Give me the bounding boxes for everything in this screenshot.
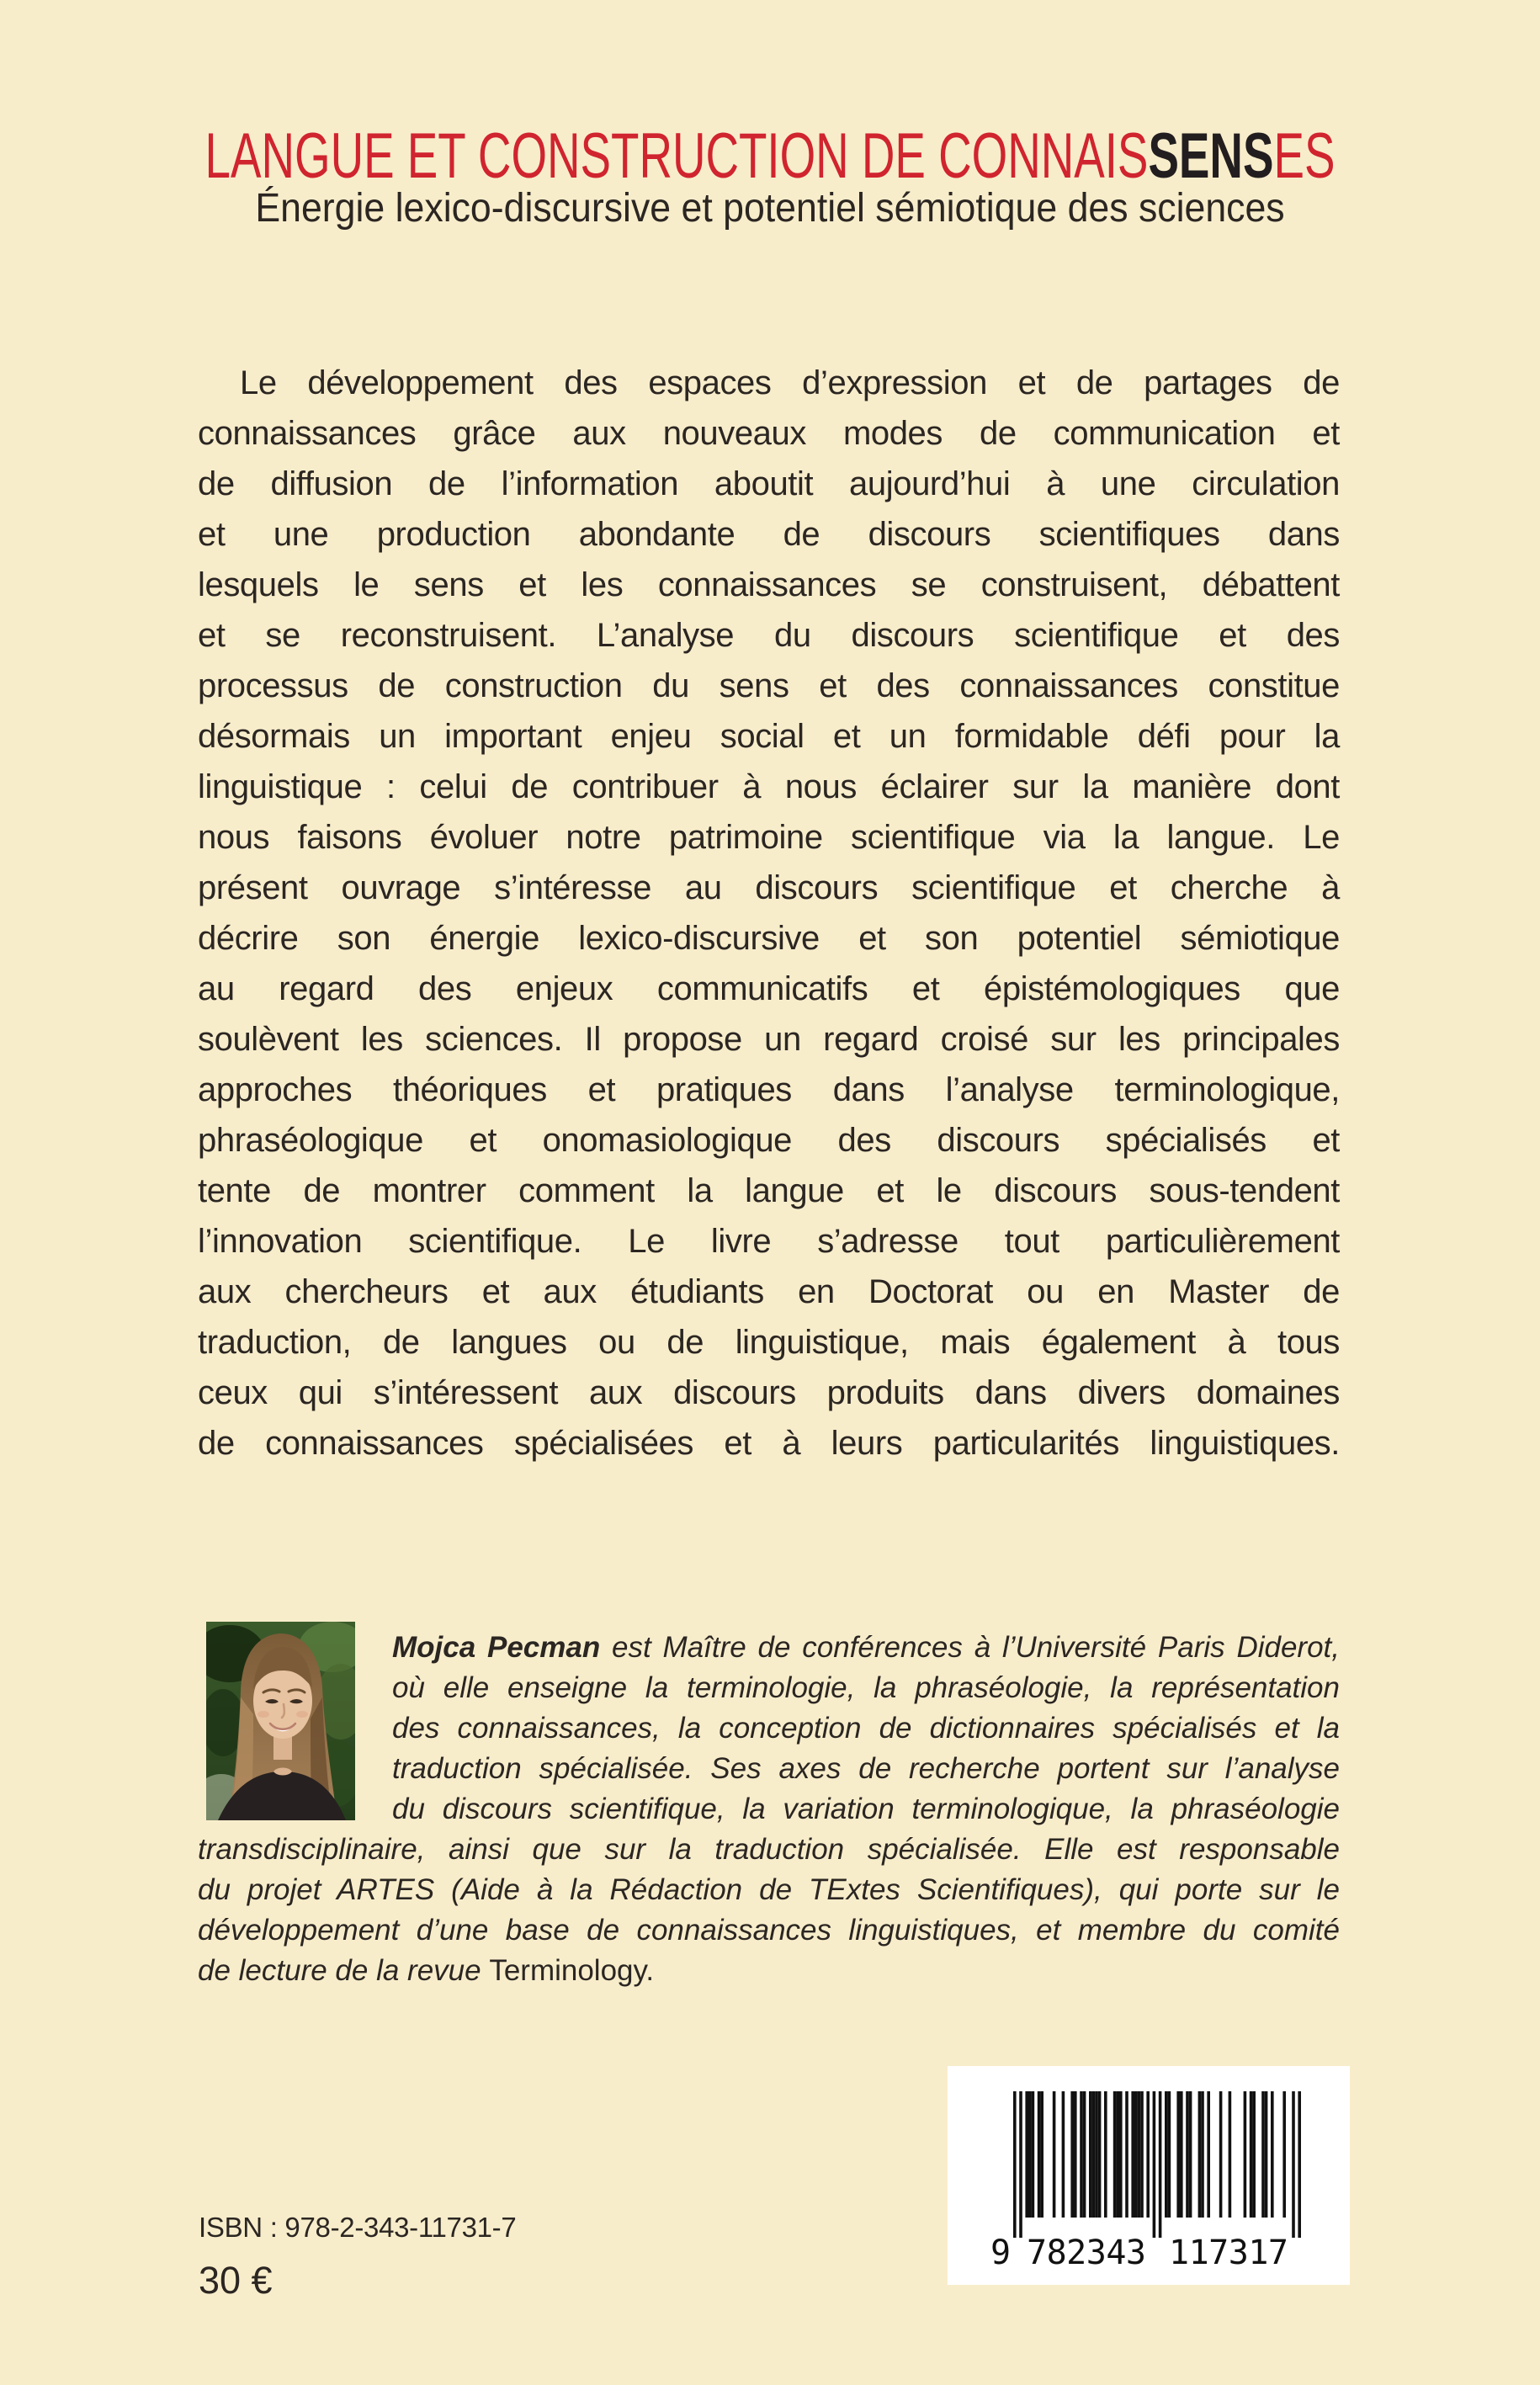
svg-text:782343: 782343 bbox=[1027, 2234, 1146, 2268]
barcode bbox=[948, 2066, 1350, 2285]
synopsis-line: connaissances grâce aux nouveaux modes de communication et bbox=[198, 415, 1340, 452]
synopsis-line: traduction, de langues ou de linguistique, mais également à tous bbox=[198, 1324, 1340, 1361]
synopsis-line: aux chercheurs et aux étudiants en Doctorat ou en Master de bbox=[198, 1273, 1340, 1310]
synopsis-line: décrire son énergie lexico-discursive et son potentiel sémiotique bbox=[198, 920, 1340, 957]
synopsis bbox=[198, 358, 1340, 1469]
svg-text:9: 9 bbox=[990, 2234, 1012, 2268]
synopsis-line: tente de montrer comment la langue et le discours sous-tendent bbox=[198, 1172, 1340, 1209]
synopsis-line: au regard des enjeux communicatifs et épistémologiques que bbox=[198, 970, 1340, 1007]
synopsis-line: présent ouvrage s’intéresse au discours scientifique et cherche à bbox=[198, 869, 1340, 906]
bio-segment: transdisciplinaire, ainsi que sur la traduction spécialisée. Elle est responsable bbox=[198, 1833, 1340, 1866]
synopsis-line: désormais un important enjeu social et un formidable défi pour la bbox=[198, 718, 1340, 755]
svg-text:117317: 117317 bbox=[1169, 2234, 1288, 2268]
bio-segment: de lecture de la revue bbox=[198, 1954, 490, 1987]
price-label: 30 € bbox=[199, 2259, 273, 2302]
bio-line bbox=[198, 1910, 1340, 1951]
title-part1: LANGUE ET CONSTRUCTION DE CONNAIS bbox=[204, 120, 1149, 192]
synopsis-line: soulèvent les sciences. Il propose un regard croisé sur les principales bbox=[198, 1021, 1340, 1058]
subtitle bbox=[54, 187, 1486, 231]
isbn-label: ISBN : 978-2-343-11731-7 bbox=[199, 2212, 517, 2243]
synopsis-line: nous faisons évoluer notre patrimoine scientifique via la langue. Le bbox=[198, 819, 1340, 856]
synopsis-line: de diffusion de l’information aboutit aujourd’hui à une circulation bbox=[198, 465, 1340, 502]
barcode-bars bbox=[990, 2090, 1309, 2268]
author-photo bbox=[206, 1622, 355, 1820]
author-bio bbox=[198, 1616, 1340, 1991]
bio-segment: des connaissances, la conception de dictionnaires spécialisés et la bbox=[392, 1712, 1340, 1745]
page-title bbox=[204, 120, 1336, 192]
bio-segment: Mojca Pecman bbox=[392, 1631, 613, 1664]
synopsis-line: Le développement des espaces d’expression et de partages de bbox=[240, 364, 1340, 401]
synopsis-line: ceux qui s’intéressent aux discours produits dans divers domaines bbox=[198, 1374, 1340, 1411]
bio-line bbox=[198, 1870, 1340, 1910]
author-bio-text bbox=[198, 1628, 1340, 1991]
bio-segment: où elle enseigne la terminologie, la phraséologie, la représentation bbox=[392, 1671, 1340, 1704]
bio-segment: du discours scientifique, la variation terminologique, la phraséologie bbox=[392, 1793, 1340, 1825]
synopsis-line: et une production abondante de discours scientifiques dans bbox=[198, 516, 1340, 553]
synopsis-line: l’innovation scientifique. Le livre s’adresse tout particulièrement bbox=[198, 1223, 1340, 1260]
synopsis-line: processus de construction du sens et des connaissances constitue bbox=[198, 667, 1340, 704]
subtitle-text: Énergie lexico-discursive et potentiel sémiotique des sciences bbox=[255, 186, 1285, 231]
author-photo-image bbox=[206, 1622, 355, 1820]
bio-line bbox=[198, 1708, 1340, 1749]
synopsis-line: phraséologique et onomasiologique des discours spécialisés et bbox=[198, 1122, 1340, 1159]
bio-line bbox=[198, 1951, 1340, 1991]
synopsis-line: approches théoriques et pratiques dans l’analyse terminologique, bbox=[198, 1071, 1340, 1108]
bio-segment: Terminology. bbox=[489, 1954, 655, 1987]
synopsis-line: et se reconstruisent. L’analyse du discours scientifique et des bbox=[198, 617, 1340, 654]
synopsis-line: de connaissances spécialisées et à leurs particularités linguistiques. bbox=[198, 1425, 1340, 1462]
bio-line bbox=[198, 1749, 1340, 1789]
title-accent: SENS bbox=[1148, 120, 1274, 192]
bio-line bbox=[198, 1830, 1340, 1870]
bio-line bbox=[198, 1789, 1340, 1830]
bio-segment: traduction spécialisée. Ses axes de recherche portent sur l’analyse bbox=[392, 1752, 1340, 1785]
bio-segment: développement d’une base de connaissances linguistiques, et membre du comité bbox=[198, 1914, 1340, 1947]
bio-segment: du projet ARTES (Aide à la Rédaction de TExtes Scientifiques), qui porte sur le bbox=[198, 1873, 1340, 1906]
title-part2: ES bbox=[1273, 120, 1336, 192]
bio-line bbox=[198, 1668, 1340, 1708]
bio-line bbox=[198, 1628, 1340, 1668]
bio-segment: est Maître de conférences à l’Université Paris Diderot, bbox=[612, 1631, 1340, 1664]
synopsis-line: linguistique : celui de contribuer à nous éclairer sur la manière dont bbox=[198, 768, 1340, 805]
synopsis-line: lesquels le sens et les connaissances se construisent, débattent bbox=[198, 566, 1340, 603]
